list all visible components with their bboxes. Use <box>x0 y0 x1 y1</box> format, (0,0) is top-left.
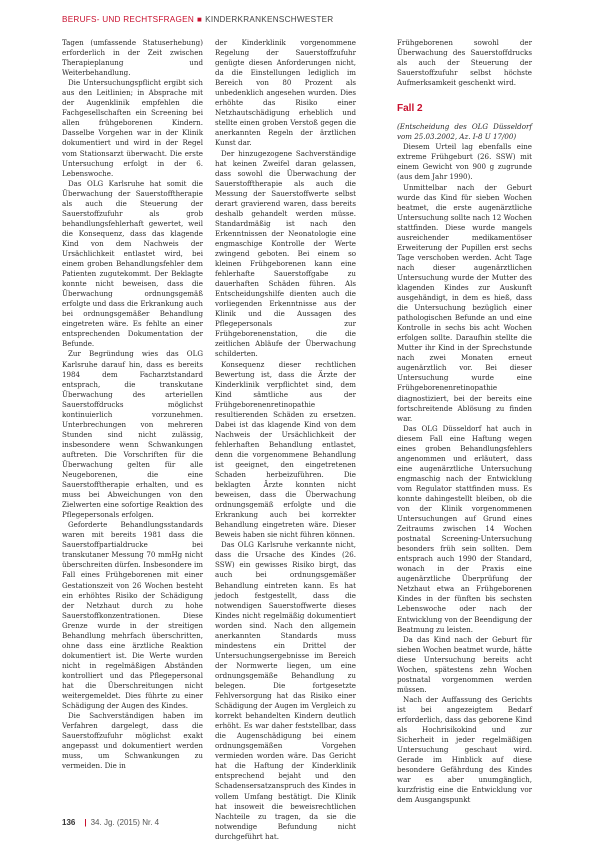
text-column-1 <box>62 38 203 810</box>
paragraph: Tagen (umfassende Statuserhebung) erforderlich in der Zeit zwischen Therapieplanung und Weiterbehandlung. <box>62 38 203 78</box>
footer-separator: | <box>84 818 87 827</box>
page-footer <box>62 818 159 827</box>
text-column-3 <box>397 38 532 810</box>
paragraph: Diesem Urteil lag ebenfalls eine extreme Frühgeburt (26. SSW) mit einem Gewicht von 900 g zugrunde (aus dem Jahr 1990). <box>397 142 532 182</box>
case-heading: Fall 2 <box>397 103 423 115</box>
paragraph: Geforderte Behandlungsstandards waren mit bereits 1981 dass die Sauerstoffpartialdrucke bei transkutaner Messung 70 mmHg nicht überschreiten dürfen. Insbesondere im Fall eines Frühgeborenen mit einer Gestationszeit von 26 Wochen besteht ein erhöhtes Risiko der Schädigung der Netzhaut durch zu hohe Sauerstoffkonzentrationen. Diese Grenze wurde in der streitigen Behandlung mehrfach überschritten, ohne dass eine ärztliche Reaktion dokumentiert ist. Die Werte wurden nicht in regelmäßigen Abständen kontrolliert und das Pflegepersonal hat die Überschreitungen nicht weitergemeldet. Dies führte zu einer Schädigung der Augen des Kindes. <box>62 520 203 711</box>
paragraph: Da das Kind nach der Geburt für sieben Wochen beatmet wurde, hätte diese Untersuchung bereits acht Wochen, spätestens zehn Wochen postnatal vorgenommen werden müssen. <box>397 634 532 694</box>
running-header <box>62 12 333 26</box>
paragraph: Die Sachverständigen haben im Verfahren dargelegt, dass die Sauerstoffzufuhr möglichst exakt angepasst und dokumentiert werden muss, um Schwankungen zu vermeiden. Die in <box>62 711 203 771</box>
issue-info: 34. Jg. (2015) Nr. 4 <box>90 818 160 827</box>
paragraph: Frühgeborenen sowohl der Überwachung des Sauerstoffdrucks als auch der Steuerung der Sauerstoffzufuhr selbst höchste Aufmerksamkeit geschenkt wird. <box>397 38 532 88</box>
case-citation: (Entscheidung des OLG Düsseldorf vom 25.03.2002, Az. I-8 U 17/00) <box>397 122 532 142</box>
paragraph: Nach der Auffassung des Gerichts ist bei angezeigtem Bedarf erforderlich, dass das geborene Kind als Hochrisikokind und zur Sicherheit in jeder regelmäßigen Untersuchung geschaut wird. Gerade im Hinblick auf diese besondere Gefährdung des Kindes war es aber unumgänglich, kurzfristig eine die Entwicklung vor dem Ausgangspunkt <box>397 694 532 805</box>
header-section-title: BERUFS- UND RECHTSFRAGEN <box>62 14 195 24</box>
paragraph: Das OLG Düsseldorf hat auch in diesem Fall eine Haftung wegen eines groben Behandlungsfehlers angenommen und erläutert, dass eine augenärztliche Untersuchung engmaschig nach der Entwicklung vom Regulator stattfinden muss. Es konnte dahingestellt bleiben, ob die von der Klinik vorgenommenen Untersuchungen auf Grund eines Zeitraums zwischen 14 Wochen postnatal Screening-Untersuchung besonders früh sein sollten. Dem entsprach auch 1990 der Standard, wonach in der Praxis eine augenärztliche Überprüfung der Netzhaut etwa an Frühgeborenen Kindes in der fünften bis sechsten Lebenswoche oder nach der Entwicklung von der Beendigung der Beatmung zu leisten. <box>397 423 532 634</box>
paragraph: Konsequenz dieser rechtlichen Bewertung ist, dass die Ärzte der Kinderklinik verpflichtet sind, dem Kind sämtliche aus der Frühgeborenenretinopathie resultierenden Schäden zu ersetzen. Dabei ist das klagende Kind von dem Nachweis der Ursächlichkeit der fehlerhaften Behandlung entlastet, denn die vorgenommene Behandlung ist geeignet, den eingetretenen Schaden herbeizuführen. Die beklagten Ärzte konnten nicht beweisen, dass die Überwachung ordnungsgemäß erfolgte und die Erkrankung auch bei korrekter Behandlung eingetreten wäre. Dieser Beweis haben sie nicht führen können. <box>215 359 356 540</box>
page-number: 136 <box>62 818 76 827</box>
paragraph: Zur Begründung wies das OLG Karlsruhe darauf hin, dass es bereits 1984 dem Facharztstandard entsprach, die transkutane Überwachung des arteriellen Sauerstoffdrucks möglichst kontinuierlich vorzunehmen. Unterbrechungen von mehreren Stunden sind nicht zulässig, insbesondere wenn Schwankungen auftreten. Die Vorschriften für die Überwachung gelten für alle Neugeborenen, die eine Sauerstofftherapie erhalten, und es muss bei Abweichungen von den Zielwerten eine sofortige Reaktion des Pflegepersonals erfolgen. <box>62 349 203 520</box>
paragraph: Die Untersuchungspflicht ergibt sich aus den Leitlinien; in Absprache mit der Augenklinik empfehlen die Fachgesellschaften ein Screening bei allen frühgeborenen Kindern. Dasselbe Vorgehen war in der Klinik dokumentiert und wird in der Regel vom Stationsarzt überwacht. Die erste Untersuchung erfolgt in der 6. Lebenswoche. <box>62 78 203 178</box>
header-journal-title: KINDERKRANKENSCHWESTER <box>205 14 334 24</box>
paragraph: Das OLG Karlsruhe hat somit die Überwachung der Sauerstofftherapie als auch die Steuerung der Sauerstoffzufuhr als grob behandlungsfehlerhaft gewertet, weil die Konsequenz, dass das klagende Kind von dem Nachweis der Ursächlichkeit entlastet wird, bei einem groben Behandlungsfehler dem Patienten zugutekommt. Der Beklagte konnte nicht beweisen, dass die Überwachung ordnungsgemäß erfolgte und dass die Erkrankung auch bei ordnungsgemäßer Behandlung eingetreten wäre. Es fehlte an einer entsprechenden Dokumentation der Befunde. <box>62 178 203 349</box>
text-column-2 <box>215 38 356 841</box>
paragraph: Das OLG Karlsruhe verkannte nicht, dass die Ursache des Kindes (26. SSW) ein gewisses Risiko birgt, das auch bei ordnungsgemäßer Behandlung eintreten kann. Es hat jedoch festgestellt, dass die notwendigen Sauerstoffwerte dieses Kindes nicht regelmäßig dokumentiert worden sind. Nach den allgemein anerkannten Standards muss mindestens ein Drittel der Untersuchungsergebnisse im Bereich der Normwerte liegen, um eine ordnungsgemäße Behandlung zu belegen. Die fortgesetzte Fehlversorgung hat das Risiko einer Schädigung der Augen im Vergleich zu korrekt behandelten Kindern deutlich erhöht. Es war daher feststellbar, dass die Augenschädigung bei einem ordnungsgemäßen Vorgehen vermieden worden wäre. Das Gericht hat die Haftung der Kinderklinik entsprechend bejaht und den Schadensersatzanspruch des Kindes in vollem Umfang bestätigt. Die Klinik hat insoweit die beweisrechtlichen Nachteile zu tragen, da sie die notwendige Befundung nicht durchgeführt hat. <box>215 540 356 841</box>
paragraph: Der hinzugezogene Sachverständige hat keinen Zweifel daran gelassen, dass sowohl die Überwachung der Sauerstofftherapie als auch die Messung der Sauerstoffwerte selbst derart gravierend waren, dass bereits deshalb gehandelt werden müsse. Standardmäßig ist nach den Erkenntnissen der Neonatologie eine engmaschige Kontrolle der Werte zwingend geboten. Bei einem so kleinen Frühgeborenen kann eine fehlerhafte Sauerstoffgabe zu dauerhaften Schäden führen. Als Entscheidungshilfe dienten auch die vorliegenden Erkenntnisse aus der Klinik und die Aussagen des Pflegepersonals zur Frühgeborenenstation, die die zeitlichen Abläufe der Überwachung schilderten. <box>215 148 356 359</box>
paragraph: der Kinderklinik vorgenommene Regelung der Sauerstoffzufuhr genügte diesen Anforderungen nicht, da die Einstellungen lediglich im Bereich von 80 Prozent als unbedenklich angesehen wurden. Dies erhöhte das Risiko einer Netzhautschädigung erheblich und stellte einen groben Verstoß gegen die anerkannten Regeln der ärztlichen Kunst dar. <box>215 38 356 148</box>
paragraph: Unmittelbar nach der Geburt wurde das Kind für sieben Wochen beatmet, die erste augenärztliche Untersuchung sollte nach 12 Wochen stattfinden. Diese wurde mangels ausreichender medikamentöser Erweiterung der Pupillen erst sechs Tage verschoben werden. Acht Tage nach dieser augenärztlichen Untersuchung wurde der Mutter des klagenden Kindes zur Auskunft ausgehändigt, in dem es hieß, dass die Untersuchung bezüglich einer pathologischen Befunde an und eine Kontrolle in sechs bis acht Wochen erfolgen sollte. Daraufhin stellte die Mutter ihr Kind in der Sprechstunde nach zwei Monaten erneut augenärztlich vor. Bei dieser Untersuchung wurde eine Frühgeborenenretinopathie diagnostiziert, bei der bereits eine fortschreitende Ablösung zu finden war. <box>397 182 532 423</box>
header-separator-icon: ■ <box>197 14 203 24</box>
